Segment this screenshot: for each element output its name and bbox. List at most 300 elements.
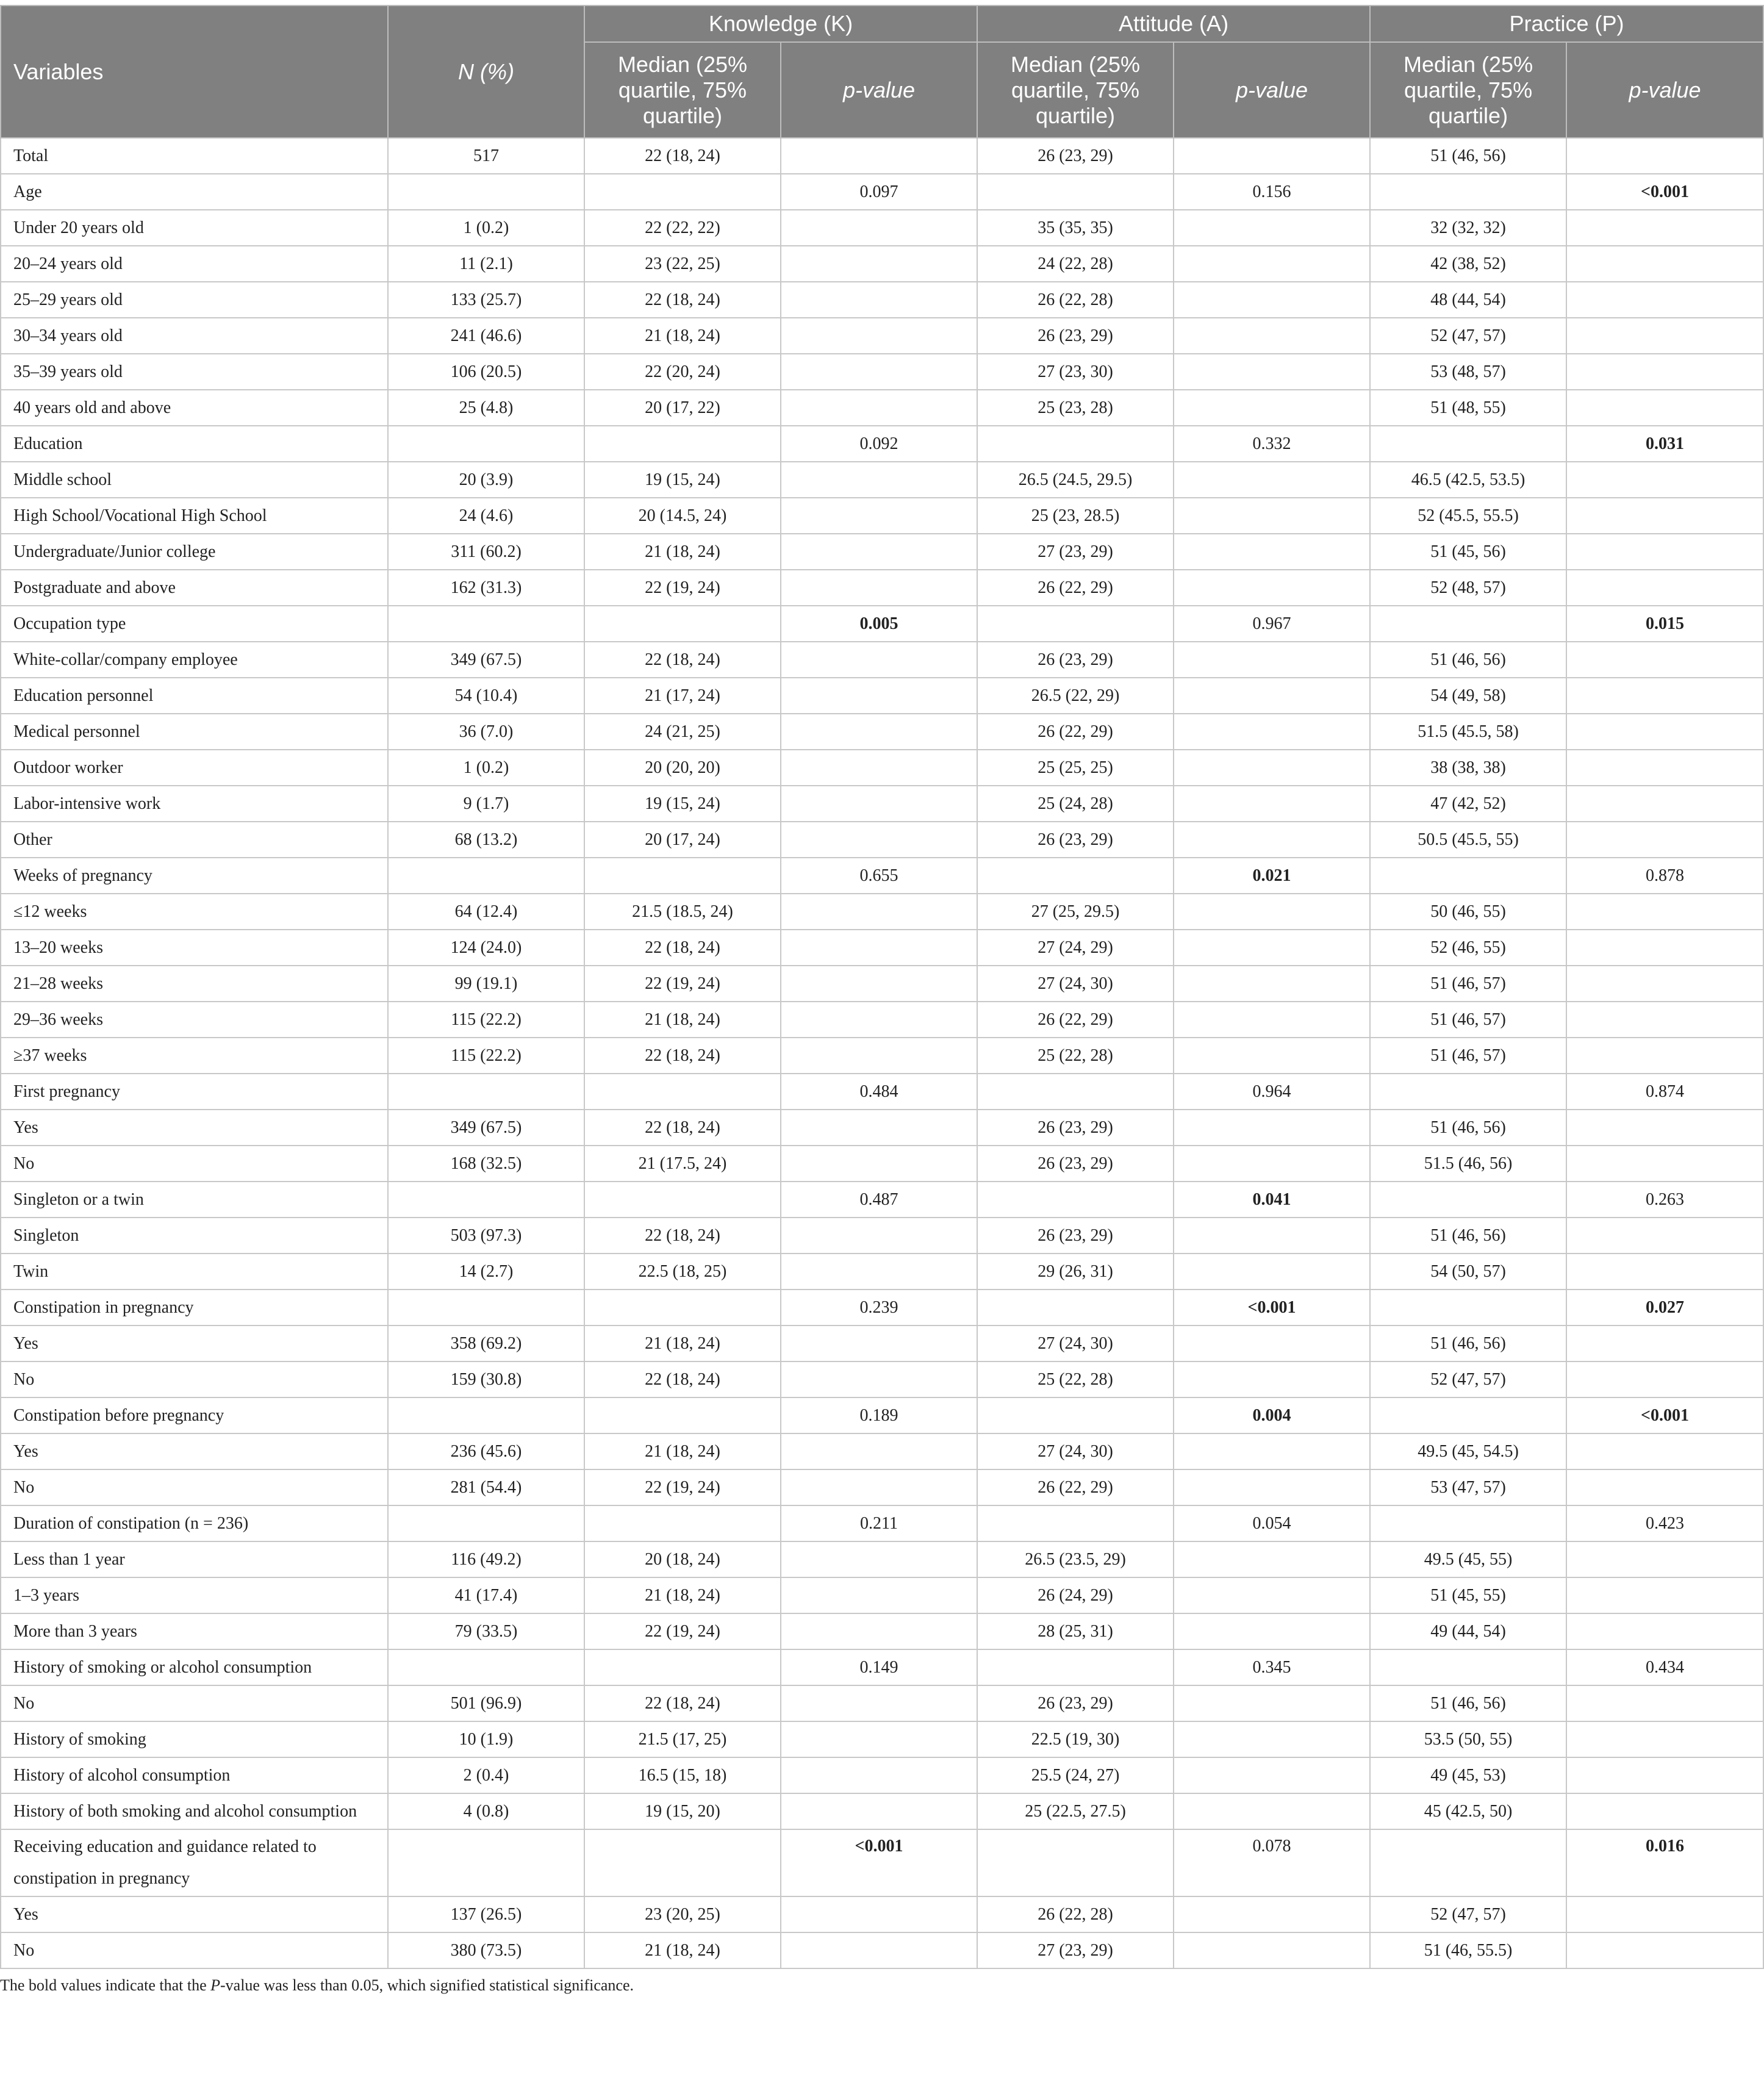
cell-knowledge-median: 21 (18, 24) [584, 1002, 781, 1038]
cell-knowledge-median: 24 (21, 25) [584, 714, 781, 750]
cell-attitude-median: 26 (22, 28) [977, 1896, 1174, 1932]
cell-knowledge-pvalue [781, 210, 977, 246]
cell-knowledge-median: 22 (20, 24) [584, 354, 781, 390]
cell-attitude-median: 26 (22, 29) [977, 714, 1174, 750]
table-row [1, 174, 1763, 210]
cell-n-percent [388, 1074, 584, 1110]
cell-knowledge-pvalue [781, 786, 977, 822]
cell-attitude-median: 27 (23, 30) [977, 354, 1174, 390]
cell-knowledge-pvalue: 0.189 [781, 1397, 977, 1433]
cell-attitude-median: 26.5 (23.5, 29) [977, 1541, 1174, 1577]
cell-practice-pvalue [1566, 642, 1763, 678]
cell-variable-label: History of alcohol consumption [1, 1757, 388, 1793]
cell-practice-pvalue [1566, 786, 1763, 822]
cell-knowledge-median: 22 (19, 24) [584, 966, 781, 1002]
cell-n-percent [388, 426, 584, 462]
cell-n-percent: 106 (20.5) [388, 354, 584, 390]
cell-practice-median: 51 (45, 55) [1370, 1577, 1566, 1613]
table-row [1, 714, 1763, 750]
cell-practice-pvalue [1566, 498, 1763, 534]
cell-n-percent: 68 (13.2) [388, 822, 584, 858]
cell-practice-pvalue [1566, 282, 1763, 318]
cell-attitude-median: 25 (22.5, 27.5) [977, 1793, 1174, 1829]
cell-practice-median: 49.5 (45, 55) [1370, 1541, 1566, 1577]
cell-practice-median: 54 (49, 58) [1370, 678, 1566, 714]
cell-knowledge-pvalue [781, 930, 977, 966]
cell-practice-median: 51 (46, 56) [1370, 1218, 1566, 1254]
cell-attitude-median: 26 (23, 29) [977, 1146, 1174, 1182]
cell-attitude-median: 25 (25, 25) [977, 750, 1174, 786]
cell-attitude-pvalue [1174, 1541, 1370, 1577]
cell-attitude-pvalue [1174, 930, 1370, 966]
cell-n-percent: 24 (4.6) [388, 498, 584, 534]
cell-knowledge-median: 21 (18, 24) [584, 534, 781, 570]
cell-attitude-pvalue [1174, 1793, 1370, 1829]
cell-attitude-median [977, 606, 1174, 642]
cell-attitude-pvalue: 0.332 [1174, 426, 1370, 462]
cell-knowledge-median [584, 1649, 781, 1685]
table-row [1, 498, 1763, 534]
cell-practice-median: 51 (46, 56) [1370, 1685, 1566, 1721]
cell-knowledge-pvalue [781, 282, 977, 318]
cell-practice-median: 50 (46, 55) [1370, 894, 1566, 930]
cell-knowledge-pvalue [781, 246, 977, 282]
table-row [1, 750, 1763, 786]
cell-knowledge-pvalue [781, 1613, 977, 1649]
cell-practice-median: 54 (50, 57) [1370, 1254, 1566, 1290]
cell-knowledge-median: 22 (18, 24) [584, 1218, 781, 1254]
significant-pvalue: 0.005 [859, 614, 898, 633]
cell-knowledge-pvalue [781, 714, 977, 750]
cell-knowledge-median: 21 (17, 24) [584, 678, 781, 714]
cell-attitude-pvalue [1174, 1721, 1370, 1757]
header-n-percent: N (%) [388, 5, 584, 138]
cell-practice-median: 52 (46, 55) [1370, 930, 1566, 966]
cell-n-percent [388, 1290, 584, 1325]
cell-attitude-pvalue: 0.345 [1174, 1649, 1370, 1685]
cell-knowledge-median: 21 (18, 24) [584, 1577, 781, 1613]
cell-knowledge-pvalue [781, 1896, 977, 1932]
cell-practice-pvalue [1566, 966, 1763, 1002]
cell-attitude-median: 25.5 (24, 27) [977, 1757, 1174, 1793]
cell-practice-median: 51 (46, 57) [1370, 1038, 1566, 1074]
cell-practice-pvalue [1566, 1038, 1763, 1074]
cell-knowledge-pvalue [781, 1038, 977, 1074]
table-row [1, 534, 1763, 570]
cell-knowledge-median: 22 (18, 24) [584, 1685, 781, 1721]
cell-variable-label: No [1, 1469, 388, 1505]
cell-knowledge-median: 23 (22, 25) [584, 246, 781, 282]
table-row [1, 1793, 1763, 1829]
cell-knowledge-pvalue [781, 1146, 977, 1182]
cell-knowledge-pvalue [781, 318, 977, 354]
cell-n-percent: 137 (26.5) [388, 1896, 584, 1932]
header-attitude: Attitude (A) [977, 5, 1370, 42]
cell-attitude-median: 26 (23, 29) [977, 1110, 1174, 1146]
cell-n-percent: 1 (0.2) [388, 210, 584, 246]
cell-attitude-median: 28 (25, 31) [977, 1613, 1174, 1649]
cell-knowledge-median [584, 426, 781, 462]
cell-attitude-median [977, 1182, 1174, 1218]
cell-attitude-pvalue [1174, 1038, 1370, 1074]
cell-practice-pvalue [1566, 1146, 1763, 1182]
cell-knowledge-median: 20 (14.5, 24) [584, 498, 781, 534]
cell-n-percent: 14 (2.7) [388, 1254, 584, 1290]
cell-n-percent: 133 (25.7) [388, 282, 584, 318]
cell-variable-label: Labor-intensive work [1, 786, 388, 822]
cell-knowledge-pvalue [781, 822, 977, 858]
table-row [1, 1721, 1763, 1757]
cell-knowledge-pvalue [781, 966, 977, 1002]
header-a-median: Median (25% quartile, 75% quartile) [977, 42, 1174, 138]
cell-variable-label: White-collar/company employee [1, 642, 388, 678]
cell-knowledge-median: 22 (18, 24) [584, 1110, 781, 1146]
table-row [1, 966, 1763, 1002]
cell-attitude-median: 27 (23, 29) [977, 534, 1174, 570]
kap-results-table [0, 5, 1764, 1969]
cell-knowledge-pvalue [781, 390, 977, 426]
cell-attitude-pvalue [1174, 1182, 1370, 1218]
cell-attitude-pvalue: 0.078 [1174, 1829, 1370, 1896]
header-practice: Practice (P) [1370, 5, 1763, 42]
cell-knowledge-median: 20 (17, 24) [584, 822, 781, 858]
cell-practice-pvalue [1566, 1397, 1763, 1433]
cell-attitude-pvalue [1174, 1613, 1370, 1649]
cell-attitude-pvalue [1174, 1397, 1370, 1433]
cell-n-percent: 11 (2.1) [388, 246, 584, 282]
cell-knowledge-pvalue [781, 1469, 977, 1505]
cell-knowledge-median [584, 1505, 781, 1541]
cell-practice-pvalue [1566, 1932, 1763, 1968]
cell-knowledge-median: 22.5 (18, 25) [584, 1254, 781, 1290]
cell-variable-label: Education personnel [1, 678, 388, 714]
significant-pvalue: 0.016 [1646, 1837, 1685, 1856]
cell-attitude-median: 25 (22, 28) [977, 1038, 1174, 1074]
cell-attitude-median: 26 (22, 29) [977, 570, 1174, 606]
cell-practice-median [1370, 1505, 1566, 1541]
cell-attitude-pvalue [1174, 1290, 1370, 1325]
significant-pvalue: 0.027 [1646, 1297, 1685, 1317]
table-row [1, 1649, 1763, 1685]
cell-attitude-median: 27 (25, 29.5) [977, 894, 1174, 930]
cell-attitude-median: 26 (22, 29) [977, 1002, 1174, 1038]
cell-n-percent: 64 (12.4) [388, 894, 584, 930]
cell-knowledge-pvalue [781, 1254, 977, 1290]
cell-n-percent: 236 (45.6) [388, 1433, 584, 1469]
cell-knowledge-pvalue: 0.487 [781, 1182, 977, 1218]
cell-variable-label: 20–24 years old [1, 246, 388, 282]
cell-variable-label: History of smoking or alcohol consumption [1, 1649, 388, 1685]
header-k-pvalue: p-value [781, 42, 977, 138]
cell-variable-label: Duration of constipation (n = 236) [1, 1505, 388, 1541]
cell-n-percent: 9 (1.7) [388, 786, 584, 822]
cell-variable-label: Medical personnel [1, 714, 388, 750]
cell-n-percent: 115 (22.2) [388, 1002, 584, 1038]
cell-practice-median: 42 (38, 52) [1370, 246, 1566, 282]
cell-attitude-median: 26 (23, 29) [977, 822, 1174, 858]
significant-pvalue: 0.015 [1646, 614, 1685, 633]
cell-attitude-median: 26 (23, 29) [977, 1685, 1174, 1721]
cell-knowledge-pvalue: 0.484 [781, 1074, 977, 1110]
significant-pvalue: <0.001 [1247, 1297, 1296, 1317]
cell-knowledge-pvalue [781, 1361, 977, 1397]
cell-knowledge-pvalue [781, 642, 977, 678]
table-row [1, 1757, 1763, 1793]
cell-attitude-median [977, 858, 1174, 894]
table-row [1, 1685, 1763, 1721]
cell-practice-median [1370, 426, 1566, 462]
table-row [1, 318, 1763, 354]
cell-practice-pvalue [1566, 1110, 1763, 1146]
cell-practice-pvalue [1566, 354, 1763, 390]
cell-attitude-median: 26 (22, 29) [977, 1469, 1174, 1505]
table-row [1, 390, 1763, 426]
cell-n-percent [388, 1182, 584, 1218]
cell-n-percent: 349 (67.5) [388, 642, 584, 678]
table-row [1, 138, 1763, 174]
cell-attitude-median: 25 (23, 28) [977, 390, 1174, 426]
cell-n-percent: 79 (33.5) [388, 1613, 584, 1649]
cell-n-percent: 41 (17.4) [388, 1577, 584, 1613]
cell-attitude-pvalue [1174, 354, 1370, 390]
cell-knowledge-pvalue [781, 462, 977, 498]
cell-attitude-pvalue [1174, 1325, 1370, 1361]
cell-variable-label: No [1, 1932, 388, 1968]
cell-practice-median: 49 (45, 53) [1370, 1757, 1566, 1793]
cell-variable-label: 21–28 weeks [1, 966, 388, 1002]
cell-knowledge-median: 21.5 (17, 25) [584, 1721, 781, 1757]
cell-practice-median: 51.5 (46, 56) [1370, 1146, 1566, 1182]
cell-variable-label: Occupation type [1, 606, 388, 642]
cell-n-percent: 116 (49.2) [388, 1541, 584, 1577]
cell-n-percent: 168 (32.5) [388, 1146, 584, 1182]
cell-n-percent: 36 (7.0) [388, 714, 584, 750]
cell-practice-median [1370, 1290, 1566, 1325]
cell-practice-median: 46.5 (42.5, 53.5) [1370, 462, 1566, 498]
cell-knowledge-pvalue [781, 750, 977, 786]
cell-practice-pvalue [1566, 606, 1763, 642]
cell-attitude-pvalue [1174, 1146, 1370, 1182]
cell-knowledge-median: 23 (20, 25) [584, 1896, 781, 1932]
cell-n-percent: 159 (30.8) [388, 1361, 584, 1397]
cell-n-percent: 241 (46.6) [388, 318, 584, 354]
table-row [1, 1182, 1763, 1218]
cell-n-percent: 25 (4.8) [388, 390, 584, 426]
cell-attitude-pvalue [1174, 714, 1370, 750]
cell-knowledge-pvalue: 0.655 [781, 858, 977, 894]
cell-practice-median [1370, 606, 1566, 642]
cell-practice-pvalue [1566, 1541, 1763, 1577]
header-p-median: Median (25% quartile, 75% quartile) [1370, 42, 1566, 138]
cell-attitude-median: 29 (26, 31) [977, 1254, 1174, 1290]
table-footnote: The bold values indicate that the P-value was less than 0.05, which signified statistical significance. [0, 1976, 634, 1994]
cell-practice-median: 32 (32, 32) [1370, 210, 1566, 246]
cell-knowledge-median: 21 (17.5, 24) [584, 1146, 781, 1182]
cell-practice-pvalue [1566, 1361, 1763, 1397]
table-row [1, 1361, 1763, 1397]
header-variables: Variables [1, 5, 388, 138]
cell-knowledge-pvalue [781, 1721, 977, 1757]
cell-attitude-pvalue [1174, 1218, 1370, 1254]
cell-attitude-median [977, 426, 1174, 462]
significant-pvalue: 0.031 [1646, 434, 1685, 453]
cell-attitude-median: 27 (24, 30) [977, 966, 1174, 1002]
cell-attitude-pvalue [1174, 1757, 1370, 1793]
cell-practice-median: 52 (47, 57) [1370, 318, 1566, 354]
cell-knowledge-median: 22 (19, 24) [584, 570, 781, 606]
cell-practice-median: 50.5 (45.5, 55) [1370, 822, 1566, 858]
table-row [1, 1290, 1763, 1325]
cell-knowledge-median: 19 (15, 24) [584, 786, 781, 822]
cell-knowledge-pvalue [781, 606, 977, 642]
cell-knowledge-pvalue [781, 354, 977, 390]
cell-variable-label: Middle school [1, 462, 388, 498]
cell-knowledge-median: 21 (18, 24) [584, 318, 781, 354]
cell-attitude-pvalue [1174, 282, 1370, 318]
cell-practice-median: 48 (44, 54) [1370, 282, 1566, 318]
cell-n-percent: 501 (96.9) [388, 1685, 584, 1721]
cell-knowledge-median: 19 (15, 24) [584, 462, 781, 498]
cell-practice-median: 51 (46, 56) [1370, 1325, 1566, 1361]
cell-variable-label: No [1, 1146, 388, 1182]
table-row [1, 1325, 1763, 1361]
cell-attitude-pvalue: 0.964 [1174, 1074, 1370, 1110]
cell-practice-pvalue [1566, 1290, 1763, 1325]
cell-practice-pvalue [1566, 138, 1763, 174]
cell-attitude-pvalue [1174, 1577, 1370, 1613]
cell-variable-label: First pregnancy [1, 1074, 388, 1110]
cell-knowledge-median: 22 (18, 24) [584, 1361, 781, 1397]
cell-practice-median: 52 (48, 57) [1370, 570, 1566, 606]
table-row [1, 1829, 1763, 1896]
cell-variable-label: Other [1, 822, 388, 858]
cell-attitude-median: 25 (23, 28.5) [977, 498, 1174, 534]
cell-attitude-pvalue [1174, 1932, 1370, 1968]
cell-attitude-pvalue [1174, 462, 1370, 498]
cell-n-percent: 311 (60.2) [388, 534, 584, 570]
cell-practice-pvalue [1566, 1577, 1763, 1613]
cell-attitude-median [977, 1397, 1174, 1433]
cell-attitude-median [977, 1829, 1174, 1896]
table-row [1, 1074, 1763, 1110]
cell-knowledge-median: 21 (18, 24) [584, 1932, 781, 1968]
cell-knowledge-median: 20 (20, 20) [584, 750, 781, 786]
cell-n-percent [388, 1649, 584, 1685]
cell-practice-median: 51 (46, 56) [1370, 138, 1566, 174]
cell-practice-median: 52 (47, 57) [1370, 1361, 1566, 1397]
cell-knowledge-pvalue [781, 1110, 977, 1146]
cell-attitude-pvalue [1174, 390, 1370, 426]
cell-variable-label: Twin [1, 1254, 388, 1290]
table-header [1, 5, 1763, 138]
cell-attitude-median: 26 (23, 29) [977, 318, 1174, 354]
cell-variable-label: Yes [1, 1896, 388, 1932]
cell-attitude-median: 26 (23, 29) [977, 642, 1174, 678]
cell-knowledge-pvalue [781, 894, 977, 930]
cell-knowledge-median: 22 (18, 24) [584, 930, 781, 966]
cell-practice-pvalue: 0.263 [1566, 1182, 1763, 1218]
cell-practice-pvalue [1566, 1218, 1763, 1254]
cell-practice-median: 52 (45.5, 55.5) [1370, 498, 1566, 534]
table-row [1, 858, 1763, 894]
table-row [1, 1218, 1763, 1254]
cell-knowledge-median: 19 (15, 20) [584, 1793, 781, 1829]
table-row [1, 678, 1763, 714]
cell-knowledge-pvalue [781, 534, 977, 570]
cell-n-percent: 10 (1.9) [388, 1721, 584, 1757]
cell-practice-pvalue [1566, 318, 1763, 354]
cell-practice-median: 51 (46, 55.5) [1370, 1932, 1566, 1968]
cell-knowledge-median: 22 (18, 24) [584, 1038, 781, 1074]
cell-knowledge-pvalue [781, 138, 977, 174]
cell-attitude-pvalue [1174, 1896, 1370, 1932]
cell-knowledge-pvalue [781, 678, 977, 714]
cell-practice-pvalue [1566, 462, 1763, 498]
cell-variable-label: 13–20 weeks [1, 930, 388, 966]
cell-knowledge-pvalue [781, 1541, 977, 1577]
cell-knowledge-pvalue: 0.211 [781, 1505, 977, 1541]
cell-practice-pvalue: 0.878 [1566, 858, 1763, 894]
cell-attitude-pvalue [1174, 1469, 1370, 1505]
cell-n-percent [388, 174, 584, 210]
cell-practice-pvalue [1566, 1685, 1763, 1721]
cell-practice-median: 47 (42, 52) [1370, 786, 1566, 822]
cell-attitude-pvalue [1174, 138, 1370, 174]
significant-pvalue: 0.041 [1252, 1189, 1291, 1209]
cell-practice-pvalue [1566, 822, 1763, 858]
table-row [1, 426, 1763, 462]
cell-knowledge-pvalue [781, 498, 977, 534]
cell-attitude-median [977, 1505, 1174, 1541]
cell-knowledge-pvalue [781, 1577, 977, 1613]
cell-knowledge-pvalue [781, 1757, 977, 1793]
cell-practice-median [1370, 1397, 1566, 1433]
cell-variable-label: 25–29 years old [1, 282, 388, 318]
cell-n-percent [388, 1505, 584, 1541]
cell-attitude-median: 24 (22, 28) [977, 246, 1174, 282]
table-row [1, 246, 1763, 282]
cell-knowledge-pvalue [781, 1002, 977, 1038]
header-k-median: Median (25% quartile, 75% quartile) [584, 42, 781, 138]
cell-variable-label: Age [1, 174, 388, 210]
cell-practice-pvalue [1566, 750, 1763, 786]
cell-practice-median: 51 (45, 56) [1370, 534, 1566, 570]
table-row [1, 786, 1763, 822]
cell-knowledge-median [584, 1397, 781, 1433]
cell-practice-median [1370, 1182, 1566, 1218]
cell-attitude-pvalue [1174, 210, 1370, 246]
cell-practice-pvalue: 0.874 [1566, 1074, 1763, 1110]
header-a-pvalue: p-value [1174, 42, 1370, 138]
table-row [1, 1613, 1763, 1649]
table-row [1, 1110, 1763, 1146]
cell-n-percent: 358 (69.2) [388, 1325, 584, 1361]
cell-practice-median: 52 (47, 57) [1370, 1896, 1566, 1932]
cell-attitude-median: 25 (24, 28) [977, 786, 1174, 822]
cell-attitude-median: 26 (23, 29) [977, 138, 1174, 174]
cell-knowledge-median: 22 (18, 24) [584, 138, 781, 174]
cell-n-percent: 115 (22.2) [388, 1038, 584, 1074]
cell-attitude-median: 26.5 (22, 29) [977, 678, 1174, 714]
cell-n-percent: 517 [388, 138, 584, 174]
cell-variable-label: History of both smoking and alcohol consumption [1, 1793, 388, 1829]
cell-variable-label: 40 years old and above [1, 390, 388, 426]
cell-variable-label: Education [1, 426, 388, 462]
cell-practice-pvalue [1566, 930, 1763, 966]
cell-attitude-pvalue [1174, 1361, 1370, 1397]
cell-n-percent: 380 (73.5) [388, 1932, 584, 1968]
cell-n-percent: 1 (0.2) [388, 750, 584, 786]
